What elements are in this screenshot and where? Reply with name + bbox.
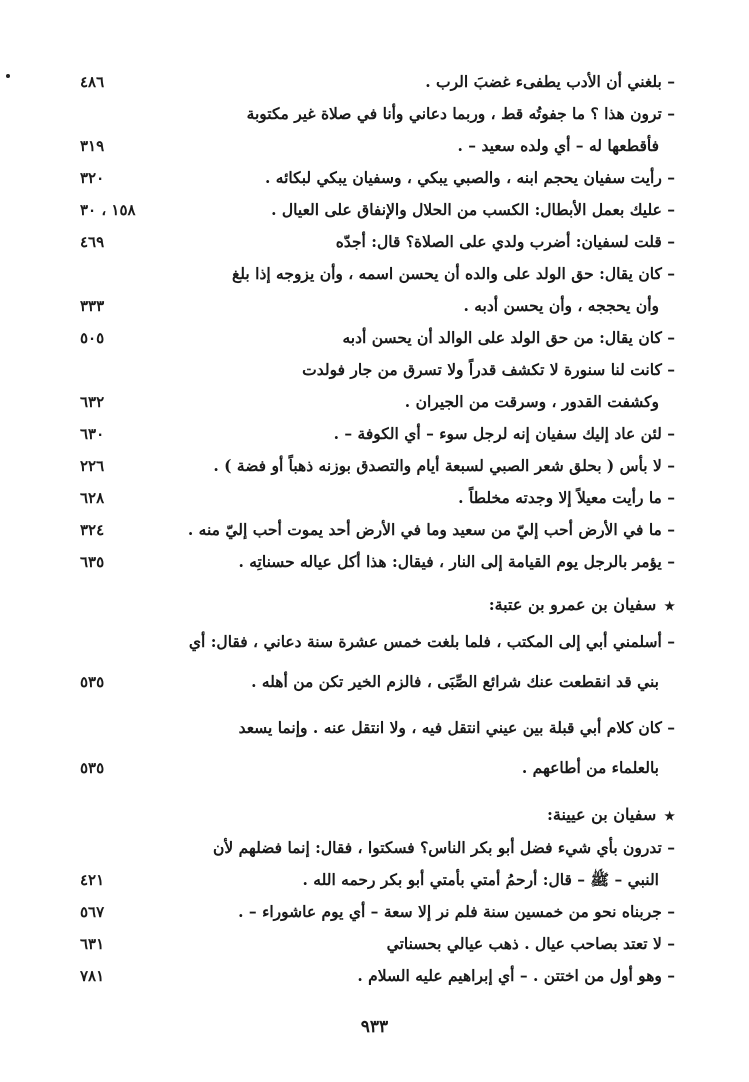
entry-page-ref: ٦٣٥	[80, 553, 105, 571]
entry-page-ref: ٤٨٦	[80, 73, 105, 91]
entry-text: بني قد انقطعت عنك شرائع الصِّبَى ، فالزم الخير تكن من أهله .	[251, 672, 659, 691]
entry-text: – بلغني أن الأدب يطفىء غضبَ الرب .	[425, 72, 675, 91]
index-entry-line	[80, 226, 675, 258]
entry-text: – لئن عاد إليك سفيان إنه لرجل سوء – أي الكوفة – .	[333, 424, 675, 443]
entry-text: فأقطعها له – أي ولده سعيد – .	[457, 136, 659, 155]
entry-text: – رأيت سفيان يحجم ابنه ، والصبي يبكي ، وسفيان يبكي لبكائه .	[265, 168, 675, 187]
index-entry-line	[80, 864, 675, 896]
index-entry-line	[80, 662, 675, 702]
index-entry-line	[80, 290, 675, 322]
index-entry-line	[80, 258, 675, 290]
entry-text: وكشفت القدور ، وسرقت من الجيران .	[404, 392, 659, 411]
entry-page-ref: ٥٠٥	[80, 329, 105, 347]
index-entry-line	[80, 66, 675, 98]
section-heading-sufyan-ibn-uyaynah	[80, 798, 675, 832]
index-entry-line	[80, 960, 675, 992]
entry-page-ref: ٥٣٥	[80, 673, 105, 691]
section-heading-sufyan-ibn-amr	[80, 588, 675, 622]
entry-text: بالعلماء من أطاعهم .	[521, 758, 659, 777]
index-page	[80, 66, 675, 992]
entry-text: – لا بأس ( بحلق شعر الصبي لسبعة أيام والتصدق بوزنه ذهباً أو فضة ) .	[213, 456, 675, 475]
index-entry-line	[80, 386, 675, 418]
entry-page-ref: ٥٣٥	[80, 759, 105, 777]
entry-text: – قلت لسفيان: أضرب ولدي على الصلاة؟ قال: أجدّه	[335, 232, 675, 251]
entry-text: – كانت لنا سنورة لا تكشف قدراً ولا تسرق من جار فولدت	[302, 360, 675, 379]
index-entry-line	[80, 708, 675, 748]
page-number: ٩٣٣	[360, 1017, 389, 1037]
star-icon: ★	[664, 809, 675, 823]
entry-text: – وهو أول من اختتن . – أي إبراهيم عليه السلام .	[357, 966, 675, 985]
entry-text: – ما رأيت معيلاً إلا وجدته مخلطاً .	[458, 488, 675, 507]
index-entry-line	[80, 354, 675, 386]
entry-page-ref: ٥٦٧	[80, 903, 105, 921]
entry-page-ref: ٦٣١	[80, 935, 105, 953]
entry-text: – تدرون بأي شيء فضل أبو بكر الناس؟ فسكتوا ، فقال: إنما فضلهم لأن	[212, 838, 675, 857]
entry-page-ref: ٣١٩	[80, 137, 105, 155]
entry-page-ref: ٦٣٠	[80, 425, 105, 443]
entry-text: – جربناه نحو من خمسين سنة فلم نر إلا سعة – أي يوم عاشوراء – .	[238, 902, 675, 921]
index-entry-line	[80, 418, 675, 450]
index-entry-line	[80, 896, 675, 928]
entries-block-c	[80, 708, 675, 788]
entry-page-ref: ٢٢٦	[80, 457, 105, 475]
star-icon: ★	[664, 599, 675, 613]
entry-text: – كان يقال: حق الولد على والده أن يحسن اسمه ، وأن يزوجه إذا بلغ	[232, 264, 675, 283]
index-entry-line	[80, 98, 675, 130]
entry-page-ref: ٦٢٨	[80, 489, 105, 507]
index-entry-line	[80, 928, 675, 960]
index-entry-line	[80, 546, 675, 578]
entries-block-b	[80, 622, 675, 702]
section-heading-text: سفيان بن عمرو بن عتبة:	[488, 595, 657, 614]
index-entry-line	[80, 482, 675, 514]
entry-page-ref: ٦٣٢	[80, 393, 105, 411]
entries-block-d	[80, 832, 675, 992]
entry-text: النبي – ﷺ – قال: أرحمُ أمتي بأمتي أبو بكر رحمه الله .	[302, 870, 659, 889]
index-entry-line	[80, 514, 675, 546]
entry-text: – عليك بعمل الأبطال: الكسب من الحلال والإنفاق على العيال .	[271, 200, 675, 219]
entry-page-ref: ٧٨١	[80, 967, 105, 985]
entries-block-a	[80, 66, 675, 578]
entry-text: – كان يقال: من حق الولد على الوالد أن يحسن أدبه	[342, 328, 675, 347]
index-entry-line	[80, 622, 675, 662]
entry-text: – لا تعتد بصاحب عيال . ذهب عيالي بحسناتي	[386, 934, 675, 953]
index-entry-line	[80, 130, 675, 162]
index-entry-line	[80, 322, 675, 354]
index-entry-line	[80, 832, 675, 864]
margin-dot	[6, 74, 10, 78]
entry-page-ref: ١٥٨ ، ٣٠	[80, 201, 136, 219]
entry-page-ref: ٣٢٤	[80, 521, 105, 539]
entry-text: وأن يحججه ، وأن يحسن أدبه .	[463, 296, 659, 315]
entry-page-ref: ٣٢٠	[80, 169, 105, 187]
section-heading-text: سفيان بن عيينة:	[546, 805, 657, 824]
index-entry-line	[80, 162, 675, 194]
entry-text: – ترون هذا ؟ ما جفوتُه قط ، وربما دعاني وأنا في صلاة غير مكتوبة	[246, 104, 675, 123]
entry-page-ref: ٤٦٩	[80, 233, 105, 251]
entry-page-ref: ٤٢١	[80, 871, 105, 889]
entry-page-ref: ٣٣٣	[80, 297, 105, 315]
index-entry-line	[80, 450, 675, 482]
entry-text: – أسلمني أبي إلى المكتب ، فلما بلغت خمس عشرة سنة دعاني ، فقال: أي	[188, 632, 675, 651]
index-entry-line	[80, 194, 675, 226]
index-entry-line	[80, 748, 675, 788]
entry-text: – يؤمر بالرجل يوم القيامة إلى النار ، فيقال: هذا أكل عياله حسناتِه .	[238, 552, 675, 571]
entry-text: – كان كلام أبي قبلة بين عيني انتقل فيه ، ولا انتقل عنه . وإنما يسعد	[238, 718, 675, 737]
entry-text: – ما في الأرض أحب إليّ من سعيد وما في الأرض أحد يموت أحب إليّ منه .	[187, 520, 675, 539]
